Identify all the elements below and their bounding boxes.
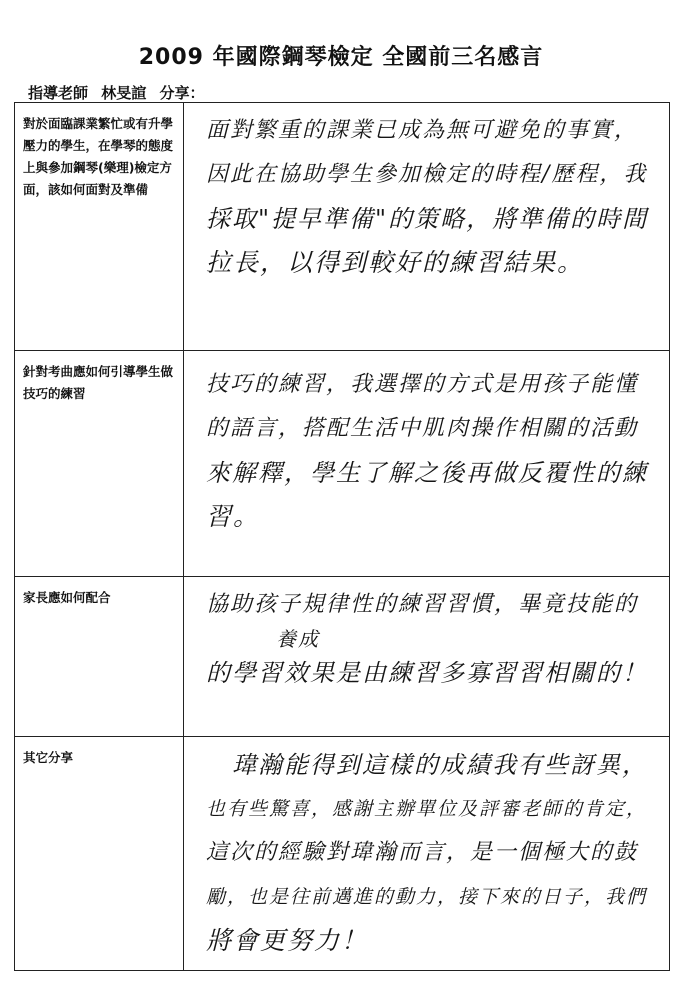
answer-cell — [184, 737, 670, 971]
teacher-name: 林旻諠 — [101, 84, 147, 102]
answer-line: 面對繁重的課業已成為無可避免的事實， — [206, 118, 639, 143]
answer-line: 拉長，以得到較好的練習結果。 — [206, 248, 585, 277]
answer-line: 也有些驚喜，感謝主辦單位及評審老師的肯定， — [206, 798, 648, 820]
answer-line: 來解釋，學生了解之後再做反覆性的練 — [206, 459, 648, 487]
form-row-technique-practice — [15, 351, 670, 577]
answer-line: 習。 — [206, 502, 261, 531]
handwritten-answer — [184, 351, 669, 576]
answer-line: 的語言，搭配生活中肌肉操作相關的活動 — [206, 416, 639, 441]
teacher-label: 指導老師 — [28, 84, 89, 102]
form-row-other-sharing — [15, 737, 670, 971]
document-title: 2009 年國際鋼琴檢定 全國前三名感言 — [138, 45, 544, 70]
handwritten-answer — [184, 103, 669, 350]
answer-line: 技巧的練習，我選擇的方式是用孩子能懂 — [206, 372, 639, 397]
handwritten-answer — [184, 737, 669, 970]
answer-cell — [184, 577, 670, 737]
answer-line: 採取"提早準備"的策略，將準備的時間 — [206, 205, 649, 233]
question-label: 對於面臨課業繁忙或有升學壓力的學生，在學琴的態度上與參加鋼琴(樂理)檢定方面，該如何面對及準備 — [15, 103, 184, 351]
answer-line: 的學習效果是由練習多寡習習相關的！ — [206, 659, 648, 687]
form-row-exam-preparation — [15, 103, 670, 351]
answer-line: 瑋瀚能得到這樣的成績我有些訝異， — [206, 751, 648, 779]
teacher-line — [28, 82, 213, 103]
question-label: 針對考曲應如何引導學生做技巧的練習 — [15, 351, 184, 577]
answer-line: 勵，也是往前邁進的動力，接下來的日子，我們 — [206, 886, 648, 908]
answer-line: 將會更努力！ — [206, 926, 369, 955]
answer-line-inserted: 養成 — [276, 627, 320, 651]
answer-cell — [184, 351, 670, 577]
answer-line: 因此在協助學生參加檢定的時程/歷程，我 — [206, 162, 648, 187]
question-label: 家長應如何配合 — [15, 577, 184, 737]
teacher-suffix: 分享： — [159, 84, 205, 102]
answer-line: 這次的經驗對瑋瀚而言，是一個極大的鼓 — [206, 840, 639, 865]
question-label: 其它分享 — [15, 737, 184, 971]
form-row-parent-cooperation — [15, 577, 670, 737]
handwritten-answer — [184, 577, 669, 736]
interview-form-table — [14, 102, 670, 971]
answer-line: 協助孩子規律性的練習習慣，畢竟技能的 — [206, 592, 639, 617]
answer-cell — [184, 103, 670, 351]
